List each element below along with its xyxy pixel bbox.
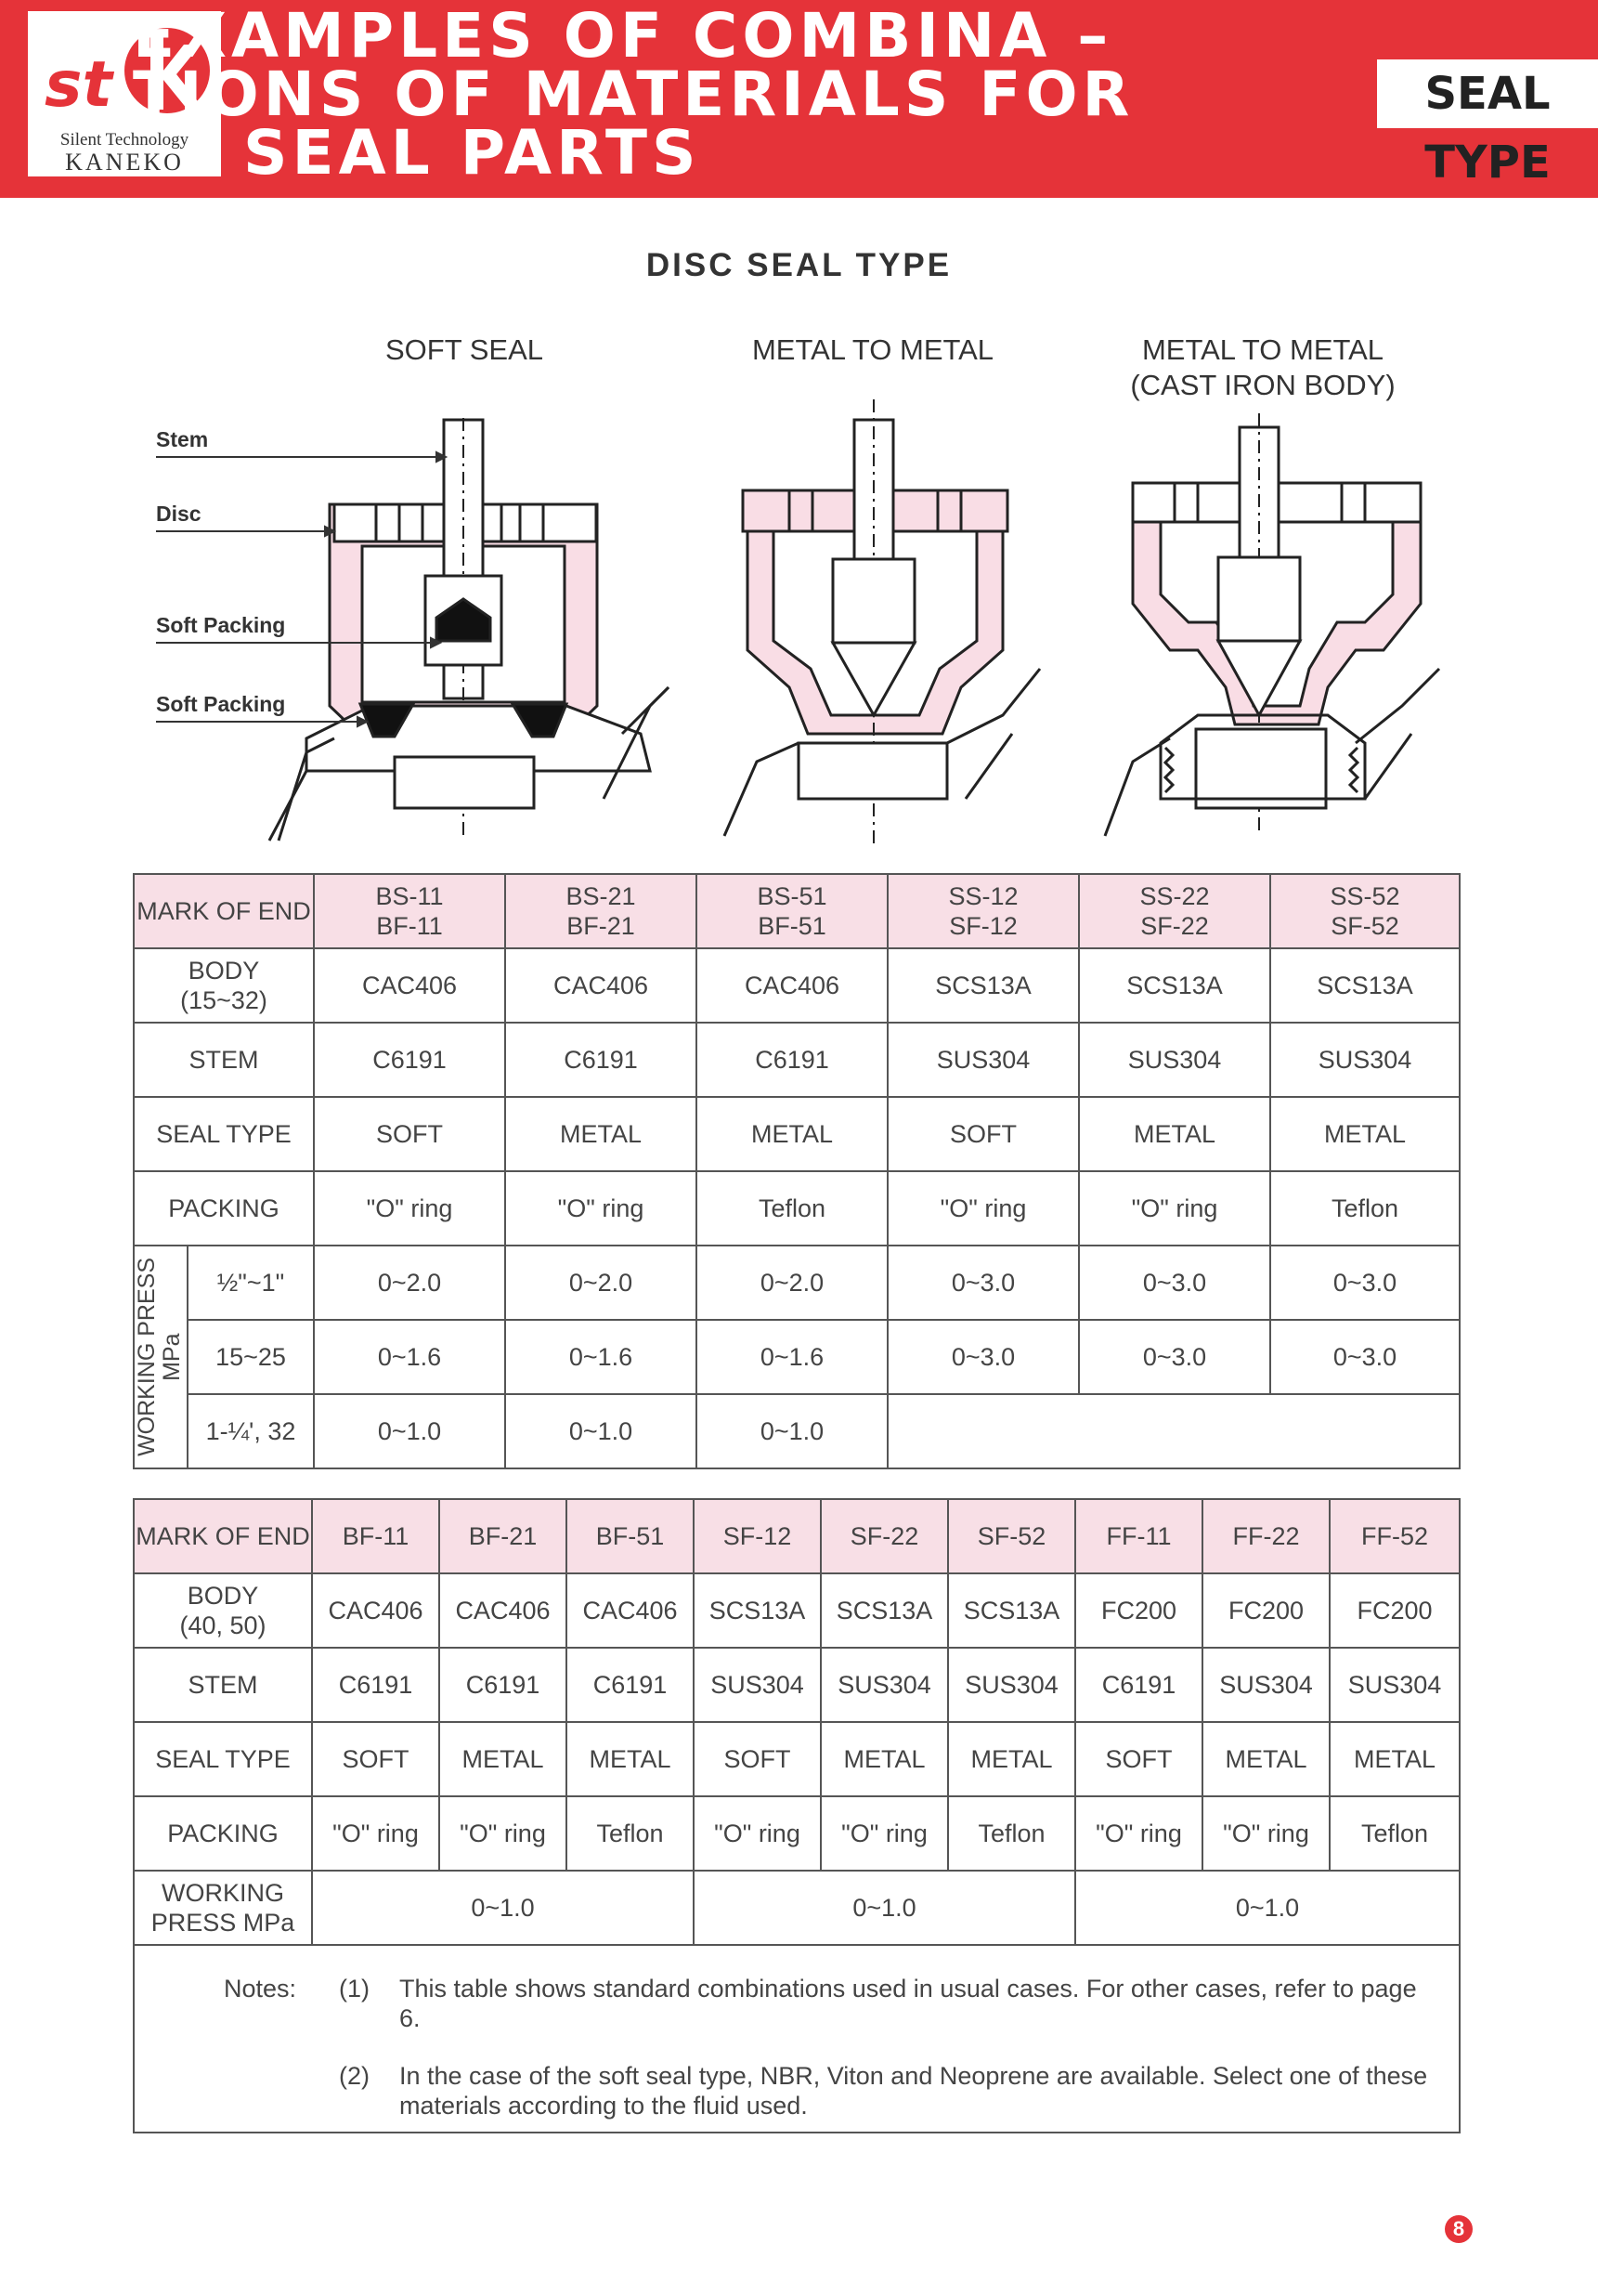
- table-cell: "O" ring: [1202, 1796, 1330, 1871]
- table-cell: 0~1.0: [312, 1871, 694, 1945]
- section-title: DISC SEAL TYPE: [645, 247, 953, 283]
- table-cell: 0~1.6: [505, 1320, 696, 1394]
- materials-table-small-sizes: [133, 873, 1461, 1469]
- notes-cell: [134, 1945, 1460, 2133]
- table-row-press-3: [134, 1394, 1460, 1468]
- table-row-stem: [134, 1023, 1460, 1097]
- table-cell: METAL: [505, 1097, 696, 1171]
- mark-cell: SF-12: [694, 1499, 821, 1573]
- table-cell: "O" ring: [694, 1796, 821, 1871]
- mark-cell: FF-52: [1330, 1499, 1460, 1573]
- table-cell: SOFT: [888, 1097, 1079, 1171]
- table-cell: SUS304: [1079, 1023, 1270, 1097]
- mark-cell: FF-11: [1075, 1499, 1202, 1573]
- svg-text:st: st: [45, 48, 112, 122]
- table-cell: 0~3.0: [1079, 1246, 1270, 1320]
- mark-cell: SF-22: [821, 1499, 948, 1573]
- table-cell: SCS13A: [1079, 948, 1270, 1023]
- note-2-number: (2): [339, 2062, 370, 2090]
- table-cell: SUS304: [948, 1648, 1075, 1722]
- table-cell: "O" ring: [439, 1796, 566, 1871]
- table-row-notes: [134, 1945, 1460, 2133]
- callout-soft-packing-2: Soft Packing: [156, 692, 286, 716]
- table-cell: METAL: [696, 1097, 888, 1171]
- table-cell: SUS304: [1202, 1648, 1330, 1722]
- table-cell: CAC406: [312, 1573, 439, 1648]
- note-1-text: This table shows standard combinations used in usual cases. For other cases, refer to page 6.: [399, 1975, 1417, 2032]
- mark-cell: BS-51 BF-51: [696, 874, 888, 948]
- diagram-title-metal-to-metal: METAL TO METAL: [751, 333, 994, 366]
- table-cell: "O" ring: [888, 1171, 1079, 1246]
- mark-cell: BS-21 BF-21: [505, 874, 696, 948]
- table-row-press-1: [134, 1246, 1460, 1320]
- table-cell: C6191: [439, 1648, 566, 1722]
- table-cell: METAL: [1330, 1722, 1460, 1796]
- table-row-mark-of-end: [134, 874, 1460, 948]
- mark-of-end-label: MARK OF END: [134, 874, 314, 948]
- table-cell: "O" ring: [505, 1171, 696, 1246]
- body-label: BODY (15~32): [134, 948, 314, 1023]
- table-cell: "O" ring: [312, 1796, 439, 1871]
- size-cell: 1-¼', 32: [188, 1394, 314, 1468]
- table-cell: SCS13A: [948, 1573, 1075, 1648]
- table-cell: C6191: [314, 1023, 505, 1097]
- page-title-line-3: SEAL PARTS: [243, 117, 701, 189]
- table-cell: METAL: [1202, 1722, 1330, 1796]
- table-cell: C6191: [696, 1023, 888, 1097]
- table-cell: "O" ring: [1079, 1171, 1270, 1246]
- table-cell: 0~1.6: [314, 1320, 505, 1394]
- mark-cell: BF-21: [439, 1499, 566, 1573]
- table-cell: "O" ring: [821, 1796, 948, 1871]
- table-cell: SUS304: [1270, 1023, 1460, 1097]
- table-cell: SCS13A: [694, 1573, 821, 1648]
- callout-disc: Disc: [156, 502, 201, 526]
- table-cell: METAL: [821, 1722, 948, 1796]
- table-cell: METAL: [1270, 1097, 1460, 1171]
- mark-cell: FF-22: [1202, 1499, 1330, 1573]
- mark-cell: SF-52: [948, 1499, 1075, 1573]
- table-cell: METAL: [948, 1722, 1075, 1796]
- table-cell: CAC406: [566, 1573, 694, 1648]
- table-cell: 0~1.0: [694, 1871, 1075, 1945]
- table-cell: C6191: [312, 1648, 439, 1722]
- table-cell: SCS13A: [1270, 948, 1460, 1023]
- table-cell: SOFT: [694, 1722, 821, 1796]
- table-cell: METAL: [1079, 1097, 1270, 1171]
- table-row-press-2: [134, 1320, 1460, 1394]
- table-cell: SCS13A: [821, 1573, 948, 1648]
- packing-label: PACKING: [134, 1796, 312, 1871]
- table-cell: 0~3.0: [888, 1320, 1079, 1394]
- table-cell: Teflon: [948, 1796, 1075, 1871]
- mark-of-end-label: MARK OF END: [134, 1499, 312, 1573]
- table-cell: 0~3.0: [1079, 1320, 1270, 1394]
- table-cell: 0~1.0: [314, 1394, 505, 1468]
- table-row-seal-type: [134, 1097, 1460, 1171]
- packing-label: PACKING: [134, 1171, 314, 1246]
- callout-soft-packing-1: Soft Packing: [156, 613, 286, 637]
- table-cell: SUS304: [694, 1648, 821, 1722]
- stem-label: STEM: [134, 1023, 314, 1097]
- table-cell: SCS13A: [888, 948, 1079, 1023]
- metal-to-metal-diagram: [724, 399, 1040, 845]
- size-cell: 15~25: [188, 1320, 314, 1394]
- table-row-body: [134, 1573, 1460, 1648]
- metal-cast-iron-diagram: [1105, 413, 1439, 836]
- table-cell: METAL: [439, 1722, 566, 1796]
- note-1-number: (1): [339, 1975, 370, 2002]
- table-row-packing: [134, 1171, 1460, 1246]
- table-row-body: [134, 948, 1460, 1023]
- mark-cell: BF-11: [312, 1499, 439, 1573]
- diagram-title-metal-cast-iron-2: (CAST IRON BODY): [1130, 369, 1396, 401]
- materials-table-large-sizes: [133, 1498, 1461, 2133]
- mark-cell: BS-11 BF-11: [314, 874, 505, 948]
- stem-label: STEM: [134, 1648, 312, 1722]
- note-2-text: In the case of the soft seal type, NBR, Viton and Neoprene are available. Select one of these materials according to the fluid used.: [399, 2062, 1428, 2120]
- table-cell: 0~1.0: [1075, 1871, 1460, 1945]
- notes-label: Notes:: [224, 1975, 297, 2002]
- table-cell: FC200: [1330, 1573, 1460, 1648]
- table-cell: FC200: [1202, 1573, 1330, 1648]
- table-cell: C6191: [1075, 1648, 1202, 1722]
- table-cell: SOFT: [314, 1097, 505, 1171]
- table-cell: 0~2.0: [696, 1246, 888, 1320]
- table-cell: 0~3.0: [1270, 1246, 1460, 1320]
- table-row-mark-of-end: [134, 1499, 1460, 1573]
- table-cell: CAC406: [314, 948, 505, 1023]
- table-cell: SOFT: [1075, 1722, 1202, 1796]
- table-cell: 0~2.0: [505, 1246, 696, 1320]
- mark-cell: SS-52 SF-52: [1270, 874, 1460, 948]
- logo-tagline: Silent Technology: [59, 130, 189, 150]
- page-title-line-2: TIONS OF MATERIALS FOR: [133, 59, 1135, 130]
- callout-stem: Stem: [156, 427, 209, 451]
- diagram-title-metal-cast-iron-1: METAL TO METAL: [1141, 333, 1384, 366]
- table-cell: Teflon: [696, 1171, 888, 1246]
- table-cell: CAC406: [439, 1573, 566, 1648]
- table-cell: 0~1.6: [696, 1320, 888, 1394]
- table-row-stem: [134, 1648, 1460, 1722]
- logo-company-name: KANEKO: [65, 149, 184, 176]
- seal-type-label: SEAL TYPE: [134, 1722, 312, 1796]
- mark-cell: SS-22 SF-22: [1079, 874, 1270, 948]
- table-cell: 0~1.0: [505, 1394, 696, 1468]
- table-row-packing: [134, 1796, 1460, 1871]
- table-row-working-press: [134, 1871, 1460, 1945]
- working-press-label: WORKING PRESS MPa: [134, 1871, 312, 1945]
- table-cell: SUS304: [1330, 1648, 1460, 1722]
- mark-cell: BF-51: [566, 1499, 694, 1573]
- page-title-line-1: EXAMPLES OF COMBINA –: [133, 0, 1113, 72]
- table-cell: METAL: [566, 1722, 694, 1796]
- table-cell: SUS304: [821, 1648, 948, 1722]
- soft-seal-diagram: [269, 418, 669, 841]
- table-cell: 0~3.0: [888, 1246, 1079, 1320]
- table-cell: C6191: [505, 1023, 696, 1097]
- empty-cell: [888, 1394, 1460, 1468]
- table-cell: "O" ring: [1075, 1796, 1202, 1871]
- table-cell: SOFT: [312, 1722, 439, 1796]
- working-press-label: WORKING PRESS MPa: [134, 1246, 188, 1468]
- disc-seal-diagrams: [0, 0, 1598, 854]
- page-number: 8: [1445, 2215, 1473, 2243]
- table-cell: CAC406: [505, 948, 696, 1023]
- mark-cell: SS-12 SF-12: [888, 874, 1079, 948]
- diagram-title-soft-seal: SOFT SEAL: [385, 333, 543, 366]
- body-label: BODY (40, 50): [134, 1573, 312, 1648]
- table-cell: FC200: [1075, 1573, 1202, 1648]
- table-cell: 0~1.0: [696, 1394, 888, 1468]
- table-cell: "O" ring: [314, 1171, 505, 1246]
- table-cell: 0~2.0: [314, 1246, 505, 1320]
- table-cell: Teflon: [1270, 1171, 1460, 1246]
- table-cell: SUS304: [888, 1023, 1079, 1097]
- seal-type-label: SEAL TYPE: [134, 1097, 314, 1171]
- table-cell: Teflon: [1330, 1796, 1460, 1871]
- table-row-seal-type: [134, 1722, 1460, 1796]
- table-cell: Teflon: [566, 1796, 694, 1871]
- table-cell: C6191: [566, 1648, 694, 1722]
- seal-type-tag: SEAL TYPE: [1377, 59, 1598, 128]
- table-cell: 0~3.0: [1270, 1320, 1460, 1394]
- table-cell: CAC406: [696, 948, 888, 1023]
- size-cell: ½"~1": [188, 1246, 314, 1320]
